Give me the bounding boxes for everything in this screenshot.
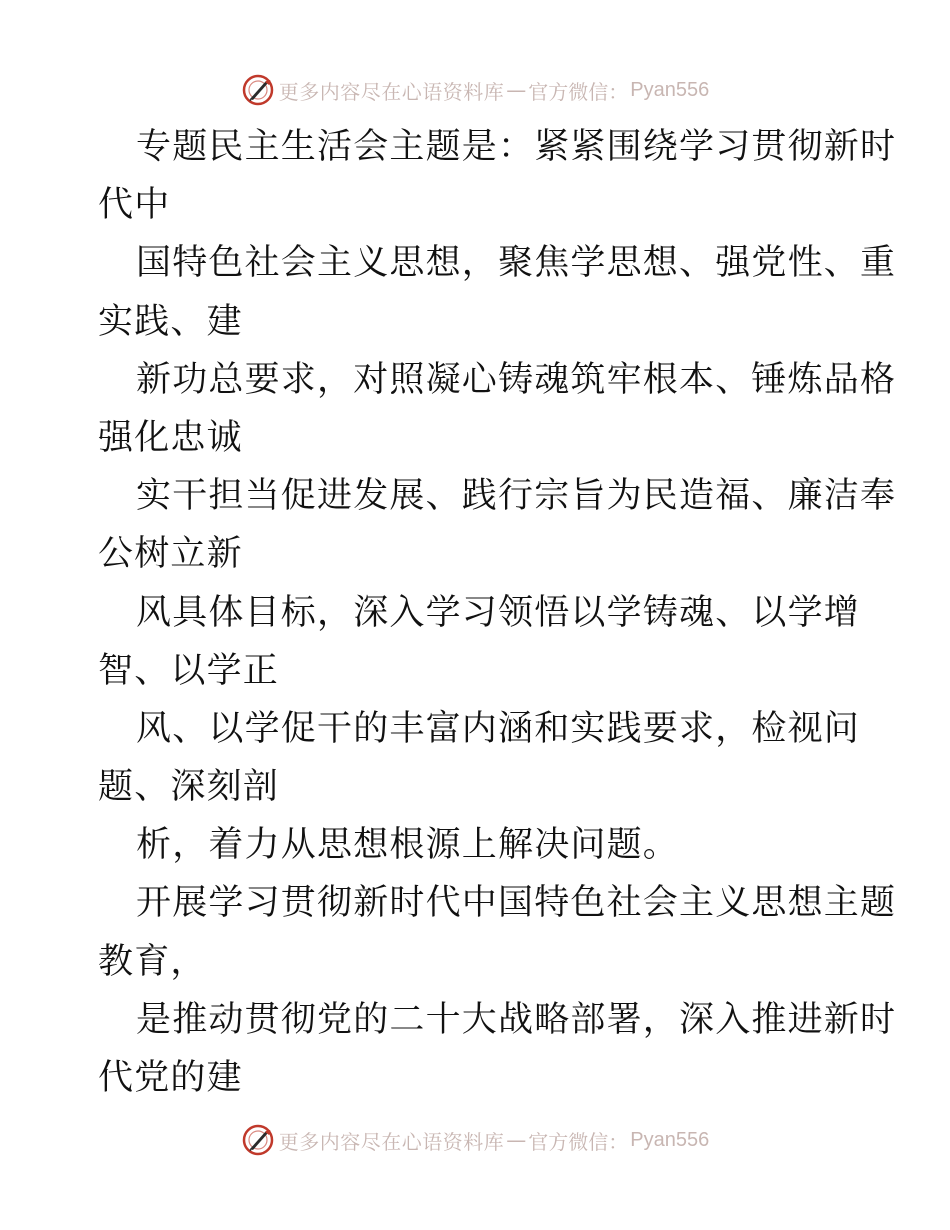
body-line: 风、以学促干的丰富内涵和实践要求，检视问 xyxy=(136,708,861,749)
body-line: 专题民主生活会主题是：紧紧围绕学习贯彻新时 xyxy=(136,127,897,167)
body-line: 实践、建 xyxy=(98,301,243,342)
body-line: 智、以学正 xyxy=(98,650,280,691)
quill-seal-icon xyxy=(241,73,275,107)
footer-slogan: 更多内容尽在心语资料库 xyxy=(278,1129,505,1154)
body-line: 是推动贯彻党的二十大战略部署，深入推进新时 xyxy=(136,999,897,1040)
body-line: 风具体目标，深入学习领悟以学铸魂、以学增 xyxy=(136,592,861,633)
body-line: 代党的建 xyxy=(98,1058,243,1098)
footer-separator: — xyxy=(506,1128,527,1152)
quill-seal-icon xyxy=(241,1123,275,1157)
body-line: 开展学习贯彻新时代中国特色社会主义思想主题 xyxy=(136,883,897,924)
document-body xyxy=(98,118,897,1107)
footer-wechat-handle: Pyan556 xyxy=(630,1128,710,1151)
body-line: 强化忠诚 xyxy=(98,417,243,458)
body-line: 代中 xyxy=(98,185,171,226)
header-slogan: 更多内容尽在心语资料库 xyxy=(278,79,505,104)
body-line: 教育， xyxy=(98,941,207,982)
header-contact-label: 官方微信： xyxy=(528,79,629,104)
header-separator: — xyxy=(506,78,527,102)
body-line: 国特色社会主义思想，聚焦学思想、强党性、重 xyxy=(136,243,897,284)
header-banner xyxy=(0,70,950,110)
header-wechat-handle: Pyan556 xyxy=(630,78,710,101)
footer-banner xyxy=(0,1120,950,1160)
body-line: 新功总要求，对照凝心铸魂筑牢根本、锤炼品格 xyxy=(136,359,897,400)
body-line: 实干担当促进发展、践行宗旨为民造福、廉洁奉 xyxy=(136,476,897,517)
body-line: 公树立新 xyxy=(98,534,243,575)
body-line: 题、深刻剖 xyxy=(98,767,280,808)
footer-contact-label: 官方微信： xyxy=(528,1129,629,1154)
body-line: 析，着力从思想根源上解决问题。 xyxy=(136,825,680,866)
